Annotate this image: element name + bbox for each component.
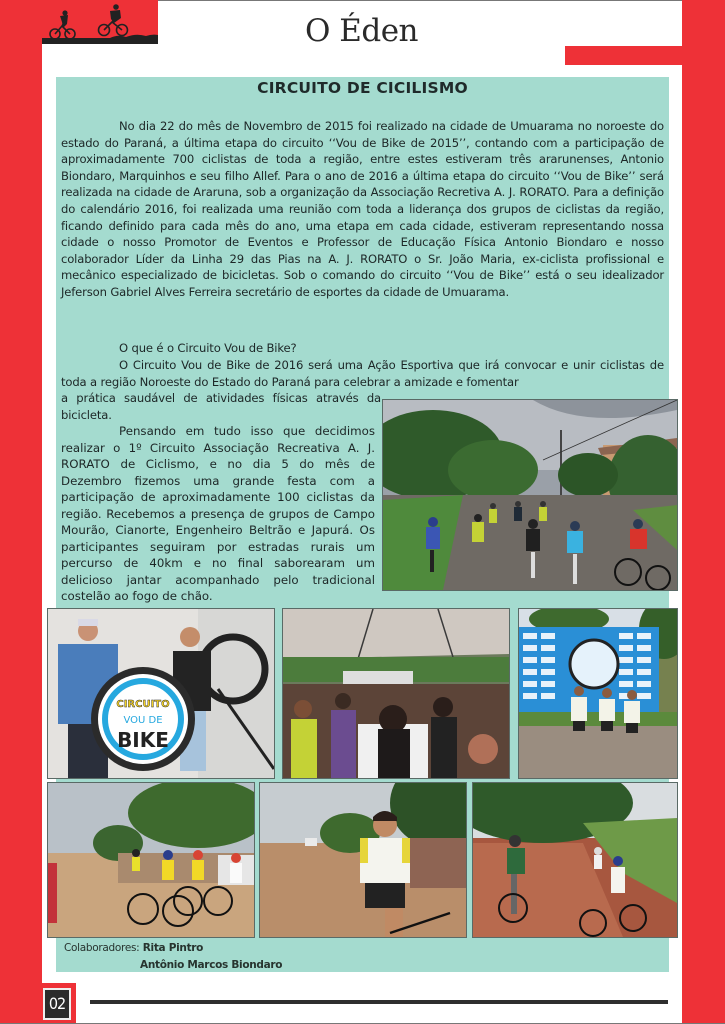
collaborators-line-1 (64, 940, 282, 957)
cyclists-silhouette-icon (40, 2, 160, 44)
cyclists-muddy-road-photo (472, 782, 678, 938)
cyclists-dirt-road-photo (47, 782, 255, 938)
magazine-masthead: O Éden (304, 13, 419, 49)
article-subheading-question: O que é o Circuito Vou de Bike? (119, 341, 297, 355)
article-paragraph-3: Pensando em tudo isso que decidimos realizar o 1º Circuito Associação Recreativa A. J. RORATO de Ciclismo, e no dia 5 do mês de Dezembro fizemos uma grande festa com a participação de aproximadamente 100 ciclistas da região. Recebemos a presença de grupos de Campo Mourão, Cianorte, Engenheiro Beltrão e Japurá. Os participantes seguiram por estradas rurais um percurso de 40km e no final saborearam um delicioso jantar acompanhado pelo tradicional costelão ao fogo de chão. (61, 424, 375, 603)
sponsor-banner-photo (518, 608, 678, 779)
cyclists-group-riding-photo (382, 399, 678, 591)
article-paragraph-1: No dia 22 do mês de Novembro de 2015 foi realizado na cidade de Umuarama no noroeste do estado do Paraná, a última etapa do circuito ‘‘Vou de Bike de 2015’’, contando com a participação de aproximadamente 700 ciclistas de toda a região, entre estes estiveram três ararunenses, Antonio Biondaro, Marquinhos e seu filho Allef. Para o ano de 2016 a última etapa do circuito ‘‘Vou de Bike’’ será realizada na cidade de Araruna, sob a organização da Associação Recretiva A. J. RORATO. Para a definição do calendário 2016, foi realizada uma reunião com toda a liderança dos grupos de ciclistas da região, ficando definido para cada mês do ano, uma etapa em cada cidade, estiveram representando nossa cidade o nosso Promotor de Eventos e Professor de Educação Física Antonio Biondaro e nosso colaborador Líder da Linha 29 das Pias na A. J. RORATO o Sr. João Maria, ex-ciclista profissional e mecânico especializado de bicicletas. Sob o comando do circuito ‘‘Vou de Bike’’ está o seu idealizador Jeferson Gabriel Alves Ferreira secretário de esportes da cidade de Umuarama. (61, 119, 664, 299)
collaborator-name: Antônio Marcos Biondaro (140, 959, 283, 971)
collaborator-name: Rita Pintro (142, 942, 204, 954)
collaborators-credits (64, 940, 282, 974)
right-red-border (682, 0, 725, 1024)
page-number-badge: 02 (43, 988, 71, 1020)
young-cyclist-photo (259, 782, 467, 938)
left-red-border (0, 0, 42, 1024)
sign-text-bike: BIKE (117, 728, 169, 752)
collaborators-label: Colaboradores: (64, 942, 140, 954)
footer-divider (90, 1000, 668, 1004)
sign-text-circuito: CIRCUITO (116, 699, 170, 710)
right-red-tab (565, 46, 685, 65)
article-title: CIRCUITO DE CICILISMO (257, 79, 468, 97)
registration-tent-photo (282, 608, 510, 779)
two-men-holding-sign-photo (47, 608, 275, 779)
article-paragraph-2: O Circuito Vou de Bike de 2016 será uma Ação Esportiva que irá convocar e unir ciclistas de toda a região Noroeste do Estado do Paraná para celebrar a amizade e fomentar (61, 358, 664, 389)
sign-text-vou-de: VOU DE (123, 715, 163, 726)
article-paragraph-2-continued: a prática saudável de atividades físicas através da bicicleta. (61, 391, 381, 422)
collaborators-line-2 (64, 957, 282, 974)
